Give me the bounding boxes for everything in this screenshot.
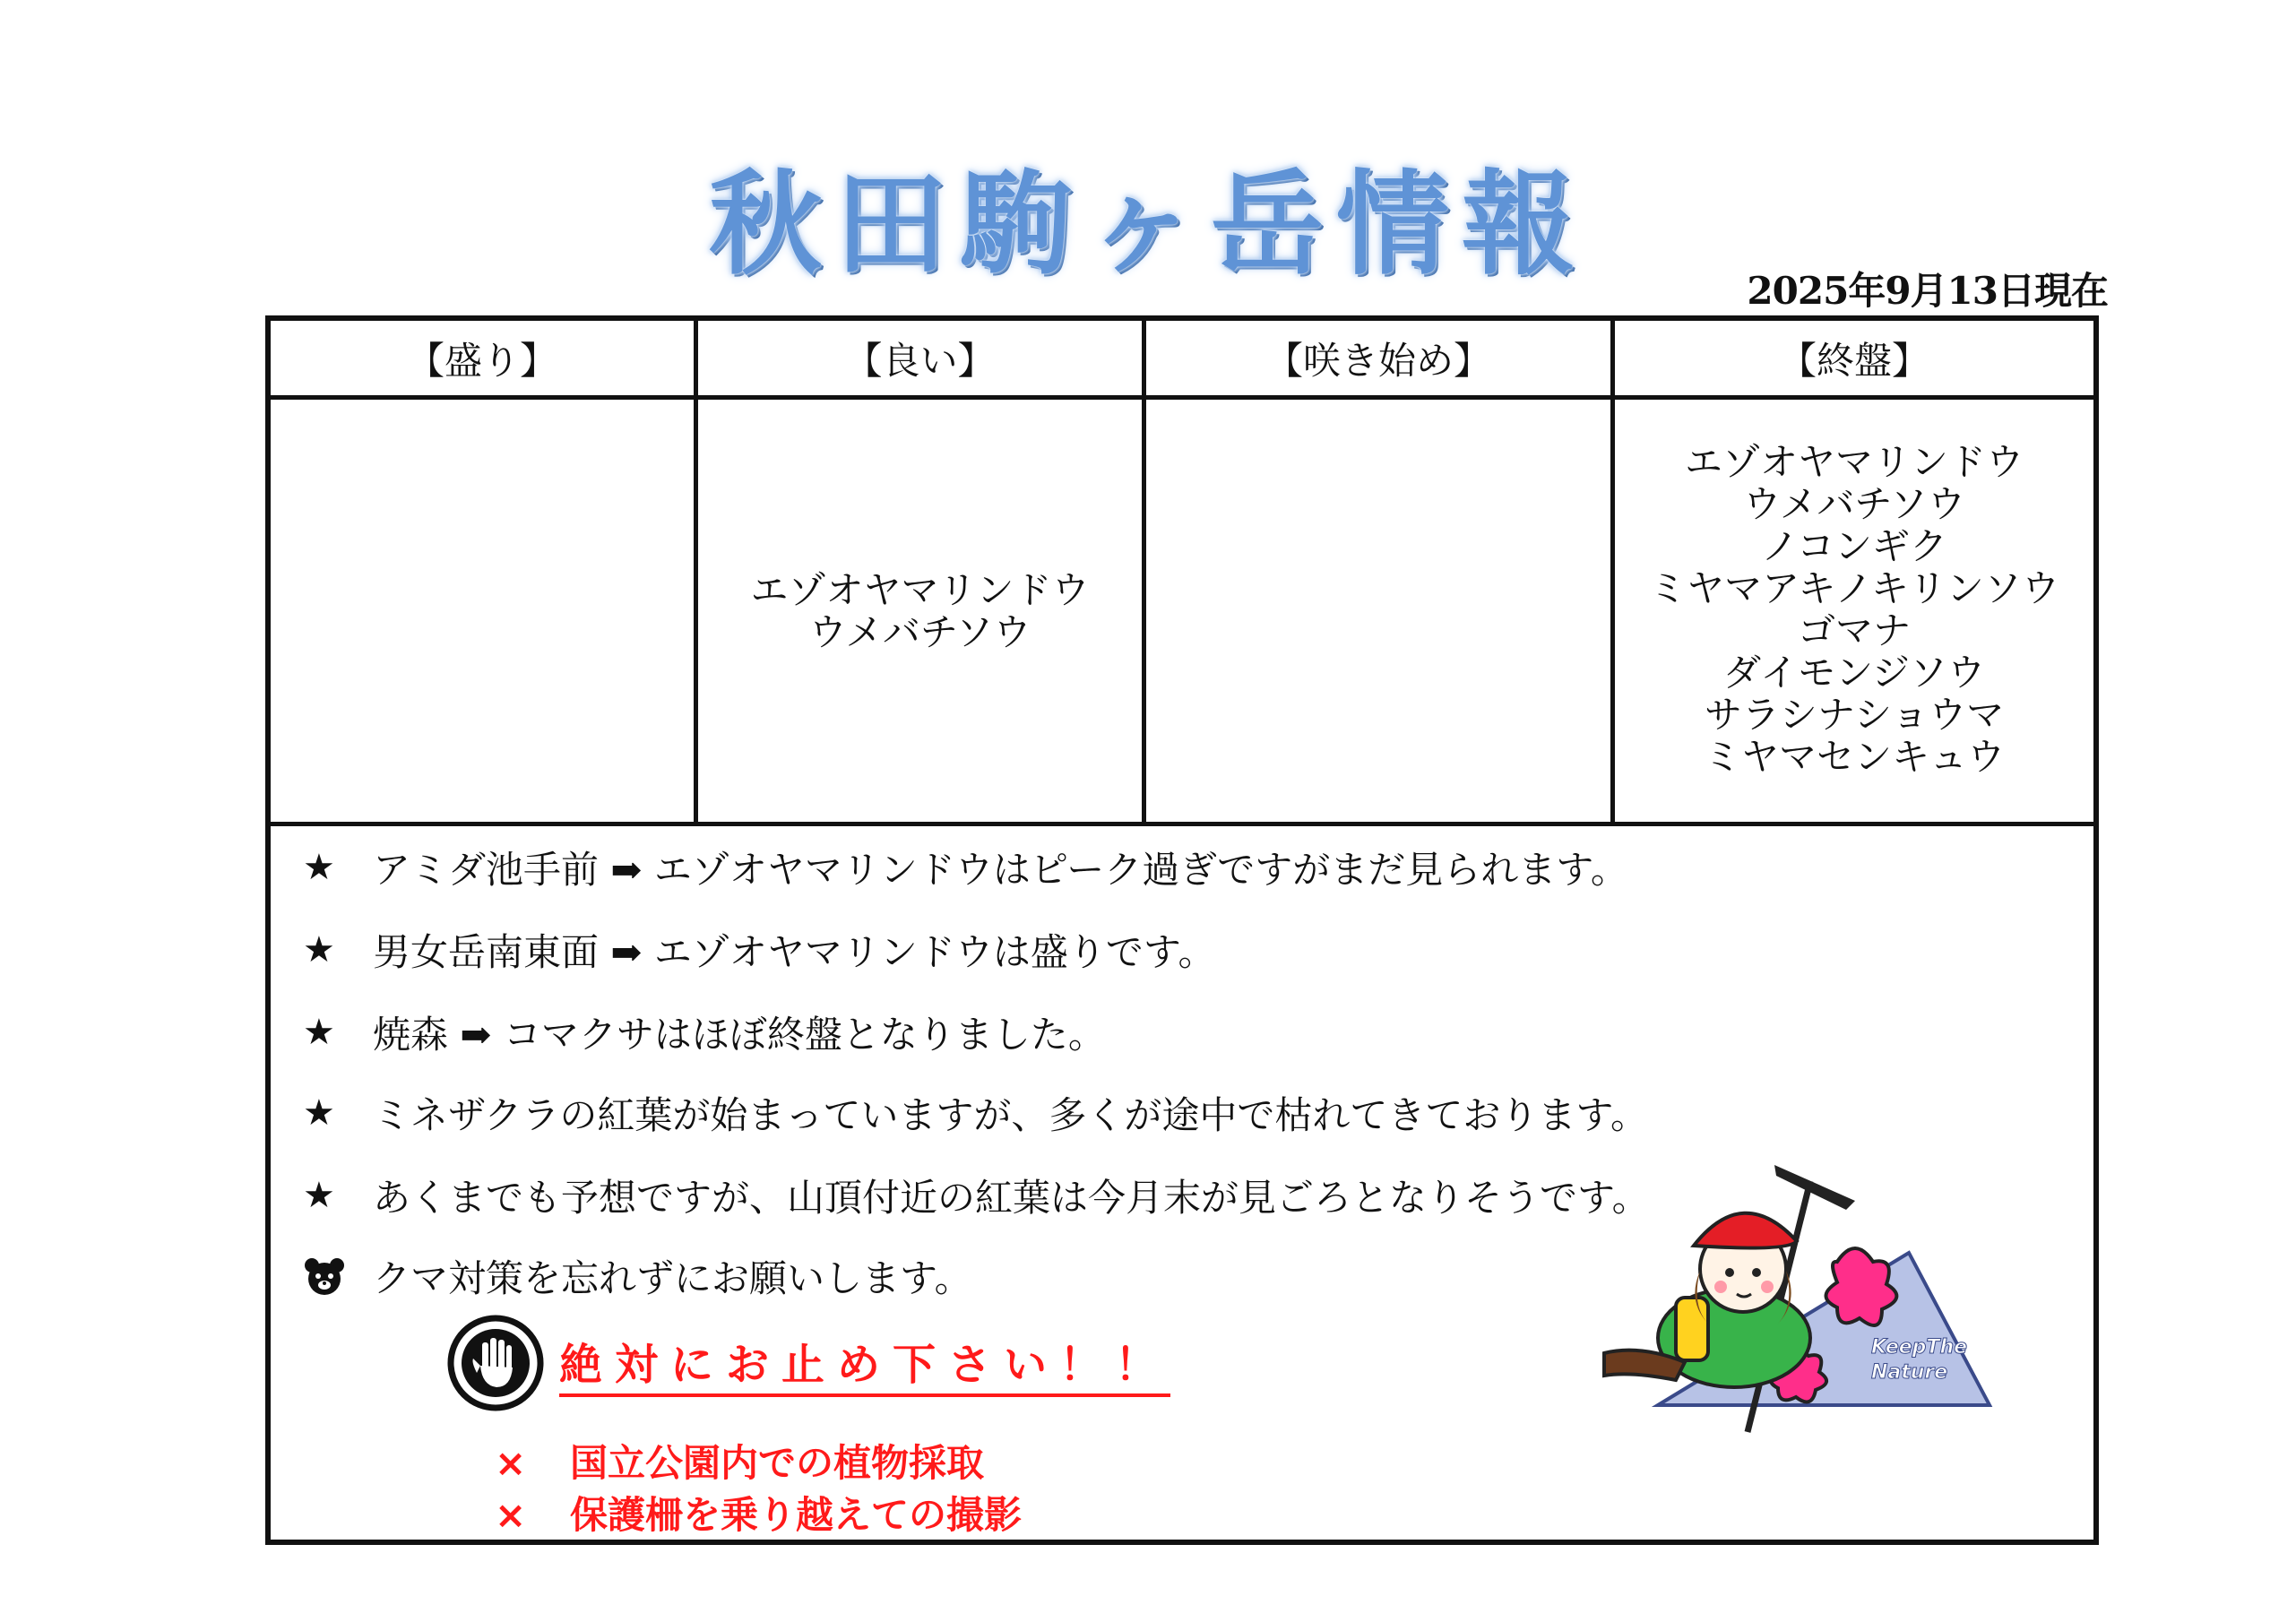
prohibition-text: 保護柵を乗り越えての撮影 [570,1493,1023,1537]
bear-note [303,1249,972,1303]
table-body-row [271,400,2093,826]
plant-list [1649,441,2059,778]
plant-item: ウメバチソウ [808,609,1031,654]
star-icon: ★ [303,1092,335,1134]
column-peak-plants [271,400,698,822]
note-item [303,1086,1648,1140]
info-table [265,315,2099,1545]
plant-item: サラシナショウマ [1704,693,2005,737]
note-item [303,923,1216,977]
note-item [303,1005,1106,1059]
column-starting-plants [1146,400,1615,822]
cross-icon: × [495,1441,527,1485]
warning-heading [446,1314,1170,1412]
bear-note-text: クマ対策を忘れずにお願いします。 [373,1256,972,1300]
star-icon: ★ [303,929,335,971]
warning-text: 絶対にお止め下さい！！ [559,1330,1170,1397]
plant-item: ノコンギク [1761,524,1947,568]
logo-text-line1: KeepThe [1871,1336,1968,1359]
column-good-plants [698,400,1146,822]
note-item [303,1169,1650,1222]
note-text: アミダ池手前 ➡ エゾオヤマリンドウはピーク過ぎですがまだ見られます。 [373,848,1628,892]
plant-list [750,569,1089,653]
column-header-peak: 【盛り】 [271,321,698,395]
keep-the-nature-mascot-logo [1586,1145,2007,1441]
plant-item: ミヤマアキノキリンソウ [1649,566,2059,610]
note-item [303,841,1628,894]
stop-hand-icon [446,1314,545,1412]
plant-item: エゾオヤマリンドウ [1684,440,2024,484]
bear-face-icon [303,1256,346,1296]
star-icon: ★ [303,1175,335,1216]
prohibition-text: 国立公園内での植物採取 [570,1441,985,1485]
table-header-row [271,321,2093,400]
note-text: ミネザクラの紅葉が始まっていますが、多くが途中で枯れてきております。 [373,1093,1648,1137]
plant-item: ウメバチソウ [1743,482,1965,526]
column-ending-plants [1615,400,2093,822]
plant-item: ゴマナ [1797,608,1911,652]
star-icon: ★ [303,1012,335,1053]
column-header-good: 【良い】 [698,321,1146,395]
plant-item: エゾオヤマリンドウ [750,567,1090,612]
note-text: あくまでも予想ですが、山頂付近の紅葉は今月末が見ごろとなりそうです。 [373,1176,1650,1220]
cross-icon: × [495,1493,527,1537]
plant-item: ダイモンジソウ [1722,651,1986,695]
star-icon: ★ [303,847,335,888]
column-header-ending: 【終盤】 [1778,338,1929,383]
prohibition-item [495,1486,1022,1540]
note-text: 男女岳南東面 ➡ エゾオヤマリンドウは盛りです。 [373,930,1216,974]
plant-item: ミヤマセンキュウ [1703,735,2005,779]
prohibition-item [495,1434,984,1488]
page-title: 秋田駒ヶ岳情報 [709,159,1587,290]
logo-text-line2: Nature [1871,1361,1948,1384]
report-date: 2025年9月13日現在 [1747,269,2108,313]
column-header-starting: 【咲き始め】 [1146,321,1615,395]
note-text: 焼森 ➡ コマクサはほぼ終盤となりました。 [373,1013,1106,1057]
